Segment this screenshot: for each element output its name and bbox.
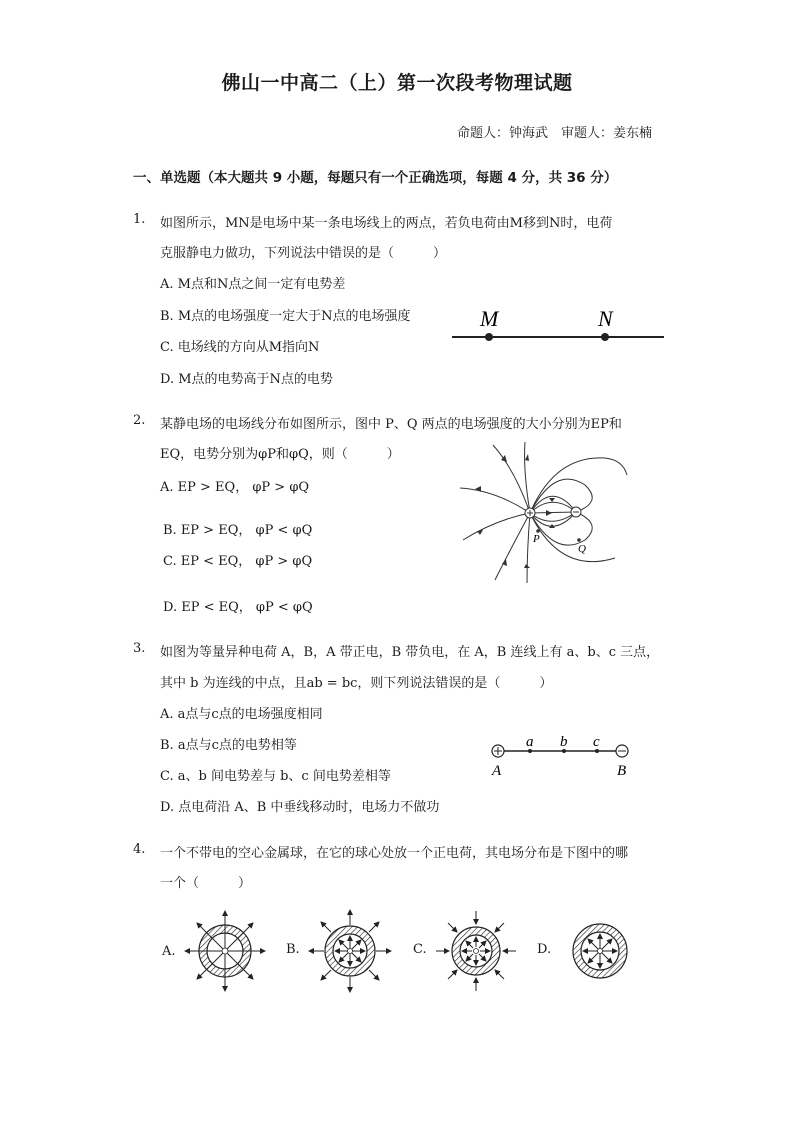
question-4-line-2: 一个（ ） [160,876,252,891]
question-2-number: 2. [133,413,146,428]
label-q: Q [578,543,586,555]
question-3-line-2: 其中 b 为连线的中点，且ab = bc，则下列说法错误的是（ ） [160,676,553,691]
question-3-option-a: A. a点与c点的电场强度相同 [160,707,323,722]
question-1-option-d: D. M点的电势高于N点的电势 [160,372,333,387]
label-a: a [526,734,534,750]
question-1-line-1: 如图所示，MN是电场中某一条电场线上的两点，若负电荷由M移到N时，电荷 [160,216,613,231]
question-3-option-d: D. 点电荷沿 A、B 中垂线移动时，电场力不做功 [160,800,440,815]
question-1-option-a: A. M点和N点之间一定有电势差 [160,277,346,292]
label-c: c [593,734,600,750]
sphere-figure-a [181,907,269,995]
question-3-number: 3. [133,641,146,656]
author-line: 命题人：钟海武 审题人：姜东楠 [456,126,652,141]
label-charge-a: A [492,763,502,779]
question-2-option-a: A. EP > EQ， φP > φQ [160,480,310,495]
question-4-option-d: D. [537,942,552,957]
question-3-line-1: 如图为等量异种电荷 A，B，A 带正电，B 带负电，在 A，B 连线上有 a、b、c 三点， [160,645,660,660]
sphere-figure-b [306,907,394,995]
page-title: 佛山一中高二（上）第一次段考物理试题 [221,72,573,94]
question-1-line-2: 克服静电力做功，下列说法中错误的是（ ） [160,246,447,261]
question-3-option-b: B. a点与c点的电势相等 [160,738,297,753]
label-p: P [533,533,540,545]
figure-field-lines-pq [455,440,635,585]
question-2-option-c: C. EP < EQ， φP > φQ [163,554,313,569]
sphere-figure-c [432,907,520,995]
label-b: b [560,734,568,750]
question-1-number: 1. [133,212,146,227]
question-3-option-c: C. a、b 间电势差与 b、c 间电势差相等 [160,769,391,784]
label-n: N [598,306,613,331]
question-2-line-2: EQ，电势分别为φP和φQ，则（ ） [160,447,400,462]
question-4-number: 4. [133,842,146,857]
sphere-figure-d [556,907,644,995]
question-4-option-b: B. [286,942,300,957]
question-4-line-1: 一个不带电的空心金属球，在它的球心处放一个正电荷，其电场分布是下图中的哪 [160,846,629,861]
question-4-option-a: A. [162,944,176,959]
question-1-option-c: C. 电场线的方向从M指向N [160,340,320,355]
figure-mn-field-line [448,300,670,350]
label-m: M [480,306,499,331]
question-1-option-b: B. M点的电场强度一定大于N点的电场强度 [160,309,411,324]
question-2-line-1: 某静电场的电场线分布如图所示，图中 P、Q 两点的电场强度的大小分别为EP和 [160,417,622,432]
question-2-option-d: D. EP < EQ， φP < φQ [163,600,313,615]
question-2-option-b: B. EP > EQ， φP < φQ [163,523,313,538]
label-charge-b: B [617,763,627,779]
question-4-option-c: C. [413,942,427,957]
figure-charges-ab [485,730,635,780]
section-heading: 一、单选题（本大题共 9 小题，每题只有一个正确选项，每题 4 分，共 36 分） [133,170,618,186]
